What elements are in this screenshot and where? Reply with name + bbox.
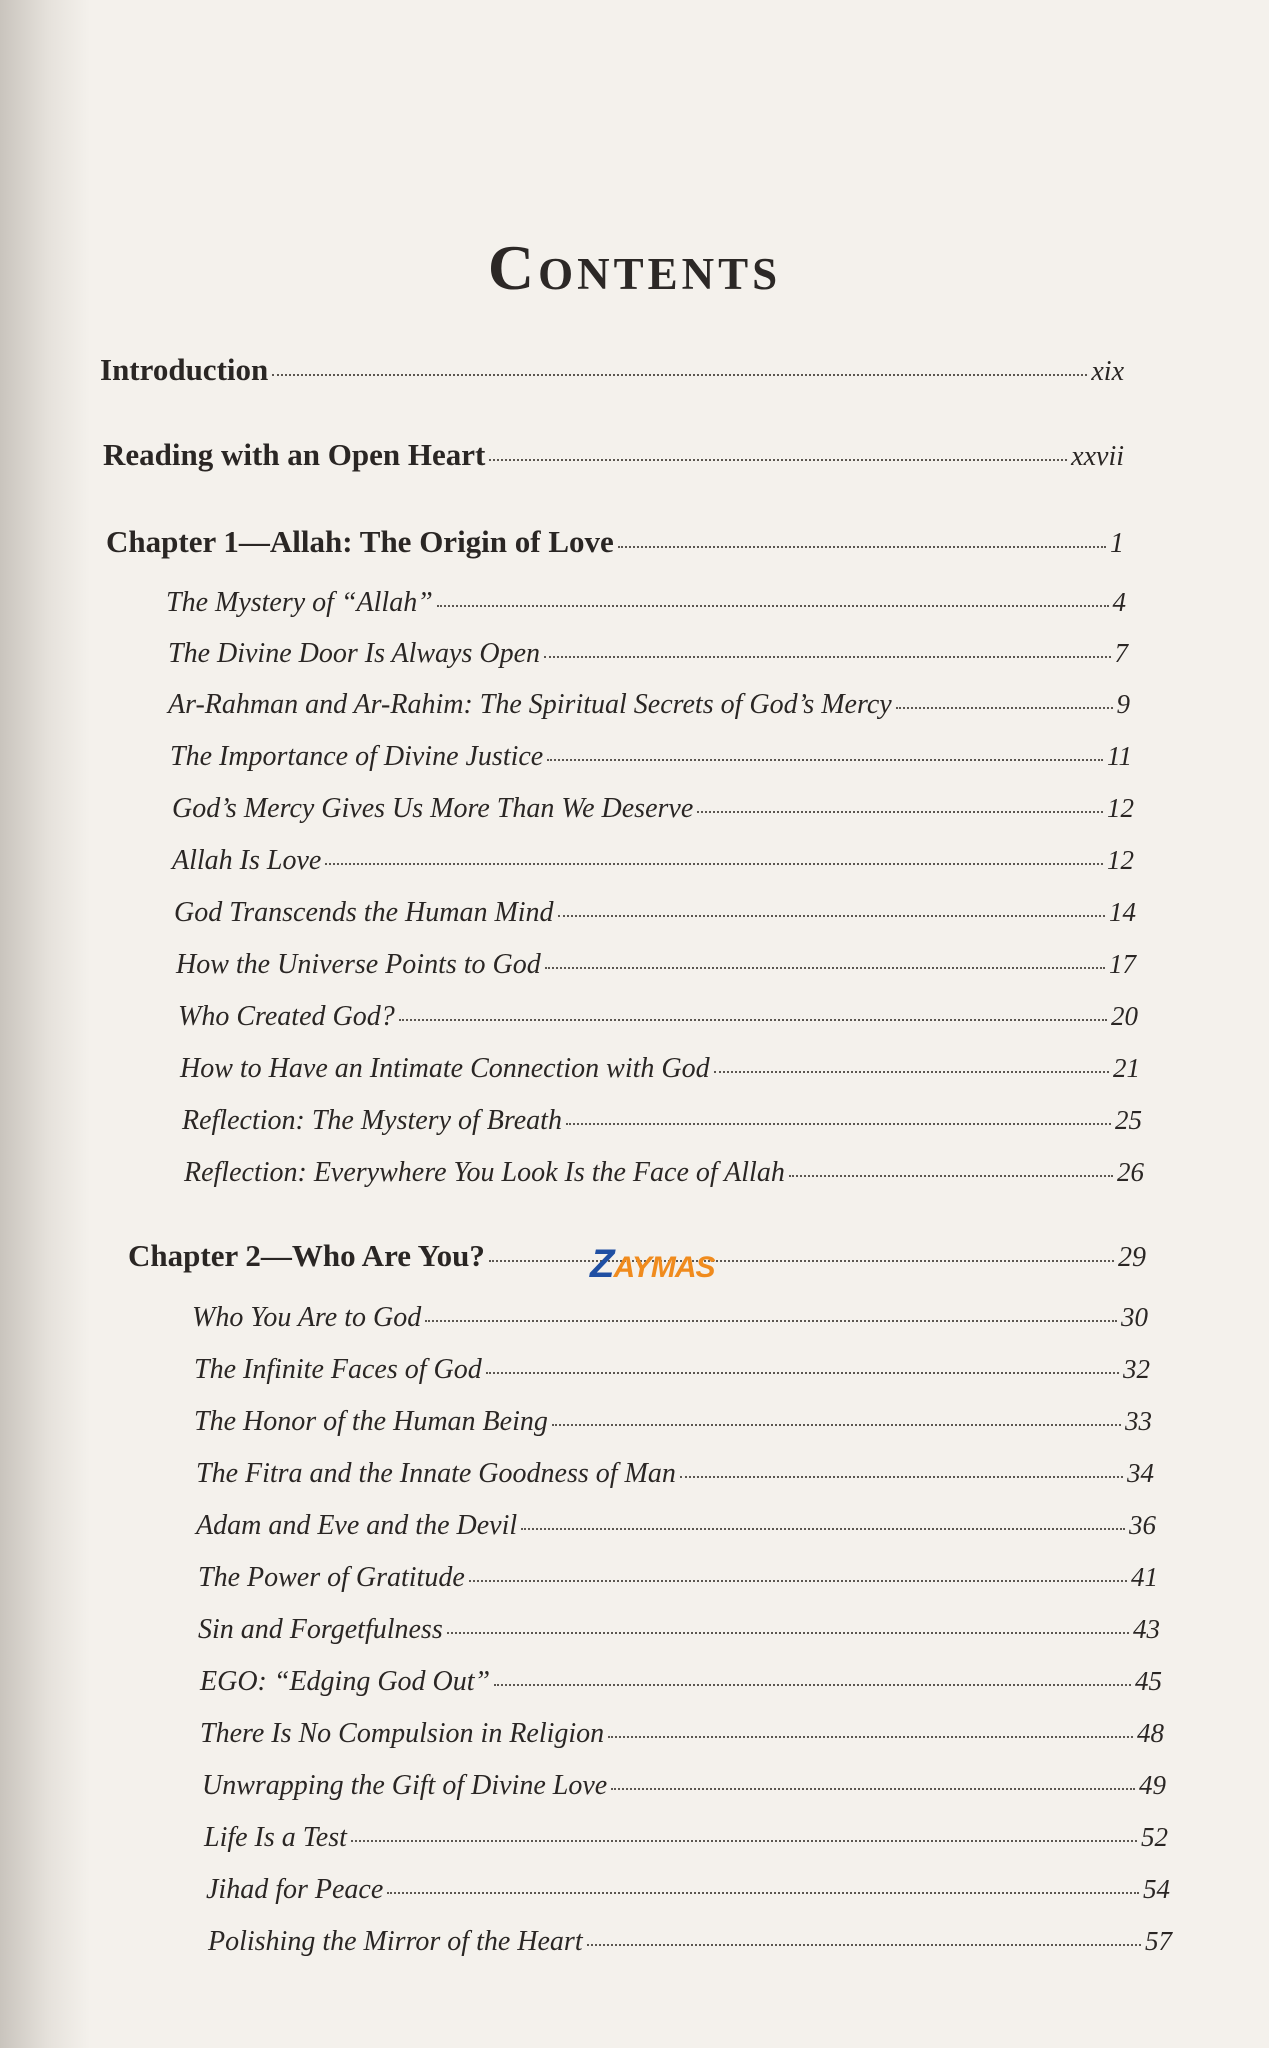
toc-entry-title: Chapter 1—Allah: The Origin of Love [106,524,614,559]
dot-leader [587,1944,1141,1946]
dot-leader [489,459,1067,461]
toc-entry-title: EGO: “Edging God Out” [200,1666,491,1697]
toc-entry-page: 52 [1141,1822,1168,1852]
toc-entry[interactable] [204,1822,1168,1854]
watermark-text: AYMAS [613,1251,715,1284]
toc-entry-title: Reading with an Open Heart [103,437,486,472]
toc-entry-page: 36 [1129,1510,1156,1540]
toc-entry-title: Allah Is Love [172,845,322,876]
toc-entry-title: Who You Are to God [192,1302,422,1333]
toc-entry[interactable] [200,1666,1162,1698]
toc-entry-title: Introduction [100,352,269,387]
dot-leader [558,915,1105,917]
dot-leader [489,1260,1114,1262]
toc-entry-title: God Transcends the Human Mind [174,897,554,928]
dot-leader [611,1788,1135,1790]
toc-entry-page: 17 [1109,949,1136,979]
dot-leader [789,1175,1113,1177]
toc-entry[interactable] [202,1770,1166,1802]
toc-entry-page: xix [1091,356,1124,387]
toc-entry[interactable] [168,689,1130,721]
toc-entry-title: How the Universe Points to God [176,949,541,980]
toc-entry-title: God’s Mercy Gives Us More Than We Deserve [172,793,694,824]
dot-leader [680,1476,1123,1478]
dot-leader [545,967,1105,969]
dot-leader [469,1580,1127,1582]
toc-entry[interactable] [180,1053,1140,1085]
toc-entry[interactable] [168,638,1128,670]
toc-entry[interactable] [172,845,1134,877]
dot-leader [325,863,1103,865]
dot-leader [544,656,1111,658]
toc-entry-title: Sin and Forgetfulness [198,1614,443,1645]
dot-leader [547,759,1103,761]
dot-leader [387,1892,1139,1894]
toc-entry-page: 11 [1107,741,1132,771]
toc-entry-page: 1 [1110,528,1124,559]
toc-entry-title: Who Created God? [178,1001,395,1032]
toc-entry-page: 26 [1117,1157,1144,1187]
toc-entry-page: 9 [1116,689,1130,719]
toc-entry-page: 21 [1113,1053,1140,1083]
toc-entry-page: 33 [1125,1406,1152,1436]
toc-entry-title: The Fitra and the Innate Goodness of Man [196,1458,676,1489]
toc-entry-title: There Is No Compulsion in Religion [200,1718,605,1749]
toc-entry[interactable] [178,1001,1138,1033]
toc-entry-page: 25 [1115,1105,1142,1135]
dot-leader [272,374,1087,376]
page-title: Contents [487,231,782,303]
toc-entry[interactable] [170,741,1132,773]
toc-entry-title: Adam and Eve and the Devil [196,1510,518,1541]
toc-entry-chapter-1[interactable] [106,524,1124,560]
toc-entry-page: 54 [1143,1874,1170,1904]
toc-entry[interactable] [192,1302,1148,1334]
toc-entry-page: 7 [1114,638,1128,668]
dot-leader [494,1684,1131,1686]
toc-entry[interactable] [194,1406,1152,1438]
toc-entry[interactable] [166,587,1126,619]
toc-entry-page: 45 [1135,1666,1162,1696]
toc-entry[interactable] [196,1458,1154,1490]
toc-entry[interactable] [200,1718,1164,1750]
toc-entry-introduction[interactable] [100,352,1124,388]
toc-entry[interactable] [198,1562,1158,1594]
toc-entry-title: The Honor of the Human Being [194,1406,548,1437]
watermark-letter: Z [590,1242,614,1286]
dot-leader [437,605,1109,607]
toc-entry-page: 48 [1137,1718,1164,1748]
dot-leader [486,1372,1119,1374]
toc-entry-page: 41 [1131,1562,1158,1592]
toc-entry-title: The Power of Gratitude [198,1562,465,1593]
toc-entry-title: The Infinite Faces of God [194,1354,482,1385]
toc-entry-page: 32 [1123,1354,1150,1384]
toc-entry-page: 49 [1139,1770,1166,1800]
toc-entry[interactable] [198,1614,1160,1646]
dot-leader [351,1840,1137,1842]
toc-entry[interactable] [194,1354,1150,1386]
toc-entry-page: 12 [1107,793,1134,823]
toc-entry[interactable] [172,793,1134,825]
toc-entry[interactable] [182,1105,1142,1137]
toc-entry-title: The Mystery of “Allah” [166,587,433,618]
toc-entry[interactable] [174,897,1136,929]
toc-entry-page: 34 [1127,1458,1154,1488]
dot-leader [425,1320,1117,1322]
toc-entry-title: Reflection: Everywhere You Look Is the Face of Allah [184,1157,785,1188]
dot-leader [608,1736,1133,1738]
toc-entry[interactable] [206,1874,1170,1906]
toc-entry-page: 29 [1118,1242,1146,1273]
toc-entry-page: xxvii [1071,441,1124,472]
toc-entry-page: 43 [1133,1614,1160,1644]
toc-entry-title: Ar-Rahman and Ar-Rahim: The Spiritual Secrets of God’s Mercy [168,689,892,720]
toc-entry-title: The Importance of Divine Justice [170,741,544,772]
dot-leader [399,1019,1107,1021]
dot-leader [714,1071,1109,1073]
toc-entry-title: The Divine Door Is Always Open [168,638,540,669]
toc-entry-title: How to Have an Intimate Connection with God [180,1053,710,1084]
toc-entry-title: Unwrapping the Gift of Divine Love [202,1770,608,1801]
toc-entry-reading-open-heart[interactable] [103,437,1124,473]
dot-leader [697,811,1103,813]
toc-entry[interactable] [176,949,1136,981]
toc-entry[interactable] [184,1157,1144,1189]
dot-leader [896,707,1113,709]
dot-leader [618,546,1106,548]
toc-entry-page: 4 [1112,587,1126,617]
toc-entry-title: Jihad for Peace [206,1874,384,1905]
toc-entry[interactable] [196,1510,1156,1542]
toc-entry-title: Polishing the Mirror of the Heart [208,1926,583,1957]
toc-entry-title: Reflection: The Mystery of Breath [182,1105,562,1136]
toc-entry-page: 14 [1109,897,1136,927]
toc-entry[interactable] [208,1926,1172,1958]
toc-entry-page: 57 [1145,1926,1172,1956]
toc-entry-title: Chapter 2—Who Are You? [128,1238,485,1273]
toc-entry-page: 30 [1121,1302,1148,1332]
toc-entry-page: 20 [1111,1001,1138,1031]
toc-entry-title: Life Is a Test [204,1822,347,1853]
dot-leader [552,1424,1121,1426]
dot-leader [447,1632,1129,1634]
dot-leader [566,1123,1111,1125]
toc-entry-page: 12 [1107,845,1134,875]
dot-leader [521,1528,1125,1530]
watermark-logo [590,1242,715,1287]
